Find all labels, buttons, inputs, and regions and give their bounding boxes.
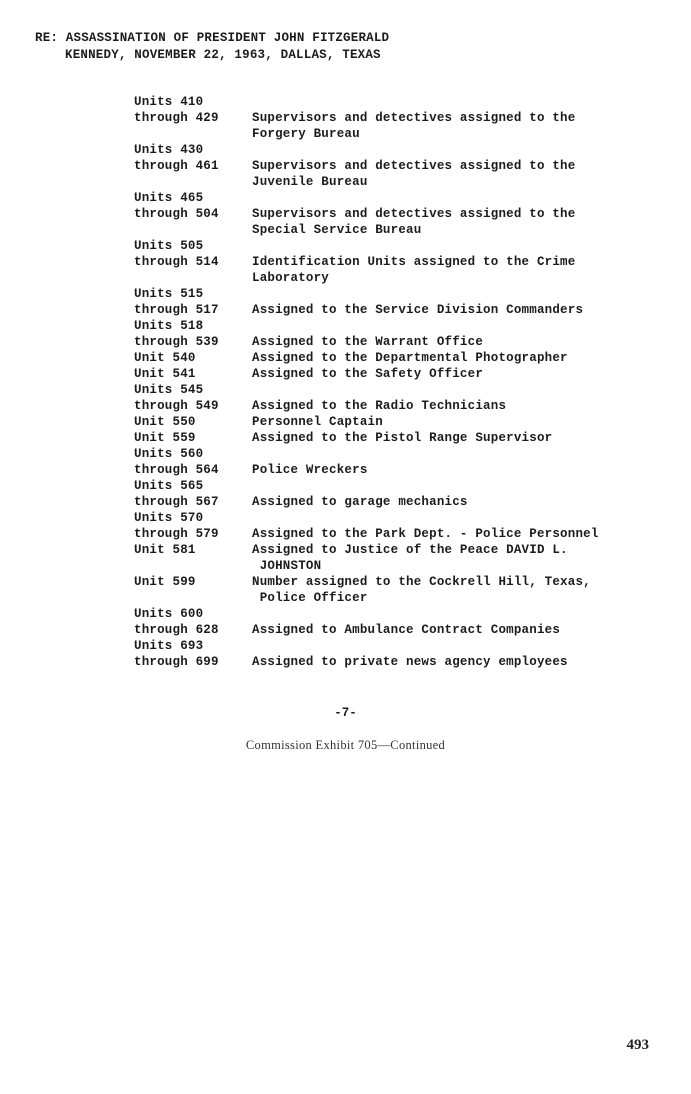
unit-assignment xyxy=(252,478,674,510)
unit-entry xyxy=(134,430,674,446)
unit-entry xyxy=(134,350,674,366)
unit-range-line: through 514 xyxy=(134,255,219,269)
unit-entry xyxy=(134,286,674,318)
unit-assignment-line: Assigned to the Service Division Commanders xyxy=(252,303,584,317)
unit-assignment xyxy=(252,190,674,238)
unit-range xyxy=(134,542,252,558)
unit-range-line: through 429 xyxy=(134,111,219,125)
unit-assignment xyxy=(252,366,674,382)
unit-assignment-line: Assigned to the Pistol Range Supervisor xyxy=(252,431,553,445)
unit-entry xyxy=(134,238,674,286)
unit-assignment xyxy=(252,94,674,142)
unit-entry xyxy=(134,94,674,142)
unit-assignment-line: Assigned to the Radio Technicians xyxy=(252,399,507,413)
unit-range-line: Unit 540 xyxy=(134,351,196,365)
unit-assignment-line: Number assigned to the Cockrell Hill, Texas, xyxy=(252,575,591,589)
unit-assignment xyxy=(252,638,674,670)
unit-range-line: through 564 xyxy=(134,463,219,477)
unit-assignment xyxy=(252,414,674,430)
unit-entry xyxy=(134,638,674,670)
unit-range-line: through 699 xyxy=(134,655,219,669)
unit-assignment xyxy=(252,446,674,478)
unit-range xyxy=(134,574,252,590)
folio-number: 493 xyxy=(626,1037,649,1053)
unit-assignment xyxy=(252,142,674,190)
header-line-2: KENNEDY, NOVEMBER 22, 1963, DALLAS, TEXAS xyxy=(65,48,381,62)
unit-entry xyxy=(134,366,674,382)
header-line-1: RE: ASSASSINATION OF PRESIDENT JOHN FITZGERALD xyxy=(35,31,390,45)
unit-entry xyxy=(134,542,674,574)
unit-assignment-line xyxy=(252,190,674,206)
unit-entry xyxy=(134,414,674,430)
unit-entry xyxy=(134,606,674,638)
unit-entry xyxy=(134,478,674,510)
unit-assignment-line: Assigned to Ambulance Contract Companies xyxy=(252,623,561,637)
unit-assignment xyxy=(252,542,674,574)
unit-range xyxy=(134,142,252,174)
unit-range xyxy=(134,414,252,430)
unit-assignment-list xyxy=(134,94,674,670)
unit-range xyxy=(134,446,252,478)
unit-range-line: Units 600 xyxy=(134,607,204,621)
exhibit-caption: Commission Exhibit 705—Continued xyxy=(245,738,446,752)
unit-range-line: through 539 xyxy=(134,335,219,349)
unit-assignment xyxy=(252,510,674,542)
unit-entry xyxy=(134,510,674,542)
unit-entry xyxy=(134,446,674,478)
unit-range-line: Units 430 xyxy=(134,143,204,157)
unit-range-line: Unit 541 xyxy=(134,367,196,381)
unit-assignment-line xyxy=(252,606,674,622)
unit-assignment-line: Assigned to garage mechanics xyxy=(252,495,468,509)
unit-assignment-line xyxy=(252,446,674,462)
unit-range-line: Unit 581 xyxy=(134,543,196,557)
unit-entry xyxy=(134,318,674,350)
unit-assignment-line xyxy=(252,478,674,494)
unit-assignment-line: Assigned to Justice of the Peace DAVID L. xyxy=(252,543,568,557)
unit-range xyxy=(134,94,252,126)
unit-range xyxy=(134,190,252,222)
unit-range-line: through 628 xyxy=(134,623,219,637)
unit-assignment-line xyxy=(252,142,674,158)
unit-range-line: Unit 599 xyxy=(134,575,196,589)
unit-assignment-line: Juvenile Bureau xyxy=(252,175,368,189)
unit-range-line: through 579 xyxy=(134,527,219,541)
unit-assignment xyxy=(252,430,674,446)
unit-assignment-line xyxy=(252,638,674,654)
unit-range-line: Unit 550 xyxy=(134,415,196,429)
unit-assignment-line: Identification Units assigned to the Crime xyxy=(252,255,576,269)
unit-entry xyxy=(134,190,674,238)
unit-range xyxy=(134,638,252,670)
unit-range-line: Units 505 xyxy=(134,239,204,253)
unit-assignment-line: Supervisors and detectives assigned to the xyxy=(252,111,576,125)
unit-assignment-line: Assigned to the Safety Officer xyxy=(252,367,484,381)
unit-assignment-line xyxy=(252,238,674,254)
unit-assignment-line: Assigned to the Park Dept. - Police Personnel xyxy=(252,527,599,541)
unit-range xyxy=(134,382,252,414)
unit-range xyxy=(134,606,252,638)
unit-range-line: Units 560 xyxy=(134,447,204,461)
unit-assignment xyxy=(252,574,674,606)
unit-range-line: Units 570 xyxy=(134,511,204,525)
unit-range-line: through 461 xyxy=(134,159,219,173)
unit-range-line: Units 515 xyxy=(134,287,204,301)
unit-range-line: Units 565 xyxy=(134,479,204,493)
unit-range xyxy=(134,366,252,382)
unit-assignment-line: Supervisors and detectives assigned to the xyxy=(252,207,576,221)
unit-range-line: through 517 xyxy=(134,303,219,317)
unit-assignment xyxy=(252,350,674,366)
unit-range xyxy=(134,478,252,510)
unit-assignment-line xyxy=(252,286,674,302)
unit-assignment-line: Personnel Captain xyxy=(252,415,383,429)
unit-assignment xyxy=(252,238,674,286)
unit-entry xyxy=(134,382,674,414)
unit-range xyxy=(134,430,252,446)
unit-range xyxy=(134,238,252,270)
unit-assignment-line: Laboratory xyxy=(252,271,330,285)
unit-entry xyxy=(134,574,674,606)
unit-range xyxy=(134,510,252,542)
unit-range xyxy=(134,286,252,318)
unit-assignment-line: Assigned to private news agency employees xyxy=(252,655,568,669)
unit-assignment xyxy=(252,318,674,350)
unit-assignment-line xyxy=(252,382,674,398)
page-number: -7- xyxy=(334,706,357,720)
unit-range-line: Units 410 xyxy=(134,95,204,109)
unit-assignment-line xyxy=(252,318,674,334)
unit-assignment-line: Police Wreckers xyxy=(252,463,368,477)
unit-range xyxy=(134,350,252,366)
unit-assignment xyxy=(252,286,674,318)
unit-assignment-line: Forgery Bureau xyxy=(252,127,360,141)
unit-assignment-line: Assigned to the Warrant Office xyxy=(252,335,484,349)
unit-assignment xyxy=(252,606,674,638)
unit-range-line: Units 465 xyxy=(134,191,204,205)
unit-assignment xyxy=(252,382,674,414)
document-header xyxy=(35,30,389,64)
unit-range-line: through 504 xyxy=(134,207,219,221)
unit-assignment-line xyxy=(252,510,674,526)
unit-assignment-line: Police Officer xyxy=(252,591,368,605)
unit-range-line: Units 545 xyxy=(134,383,204,397)
unit-range xyxy=(134,318,252,350)
unit-range-line: through 567 xyxy=(134,495,219,509)
unit-assignment-line: JOHNSTON xyxy=(252,559,322,573)
unit-assignment-line: Special Service Bureau xyxy=(252,223,422,237)
unit-assignment-line xyxy=(252,94,674,110)
unit-entry xyxy=(134,142,674,190)
unit-range-line: Units 693 xyxy=(134,639,204,653)
unit-range-line: Unit 559 xyxy=(134,431,196,445)
unit-range-line: Units 518 xyxy=(134,319,204,333)
unit-assignment-line: Supervisors and detectives assigned to the xyxy=(252,159,576,173)
unit-range-line: through 549 xyxy=(134,399,219,413)
unit-assignment-line: Assigned to the Departmental Photographer xyxy=(252,351,568,365)
